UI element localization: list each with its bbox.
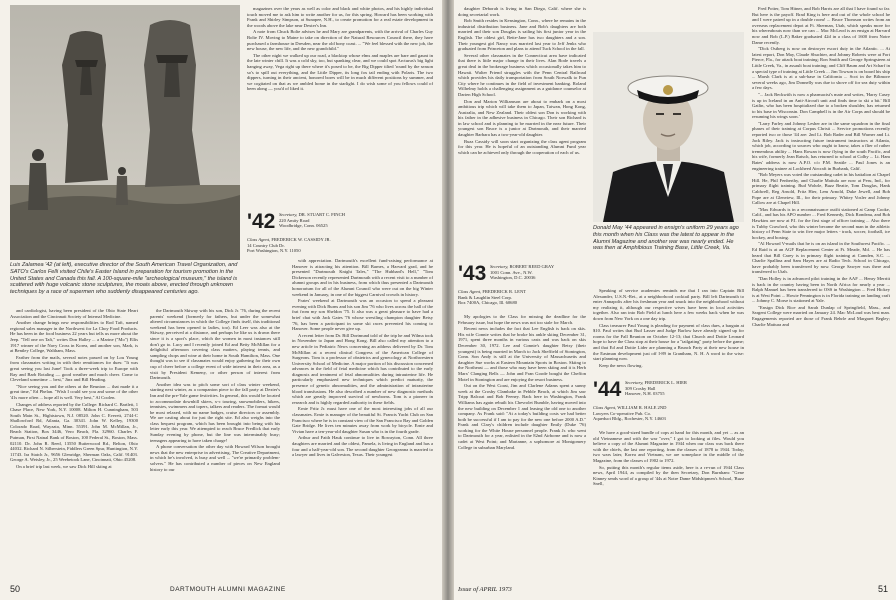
page-number-left: 50 (10, 584, 21, 594)
paragraph: My apologies to the Class for missing the deadline for the February issue, but hope the news was not too stale for March. (458, 314, 586, 325)
paragraph: Bob Smith resides in Kensington, Conn., where he remains in the industrial distribution business. Jane and Bob's daughters are both married and their son Douglas is sailing his first junior year in the English. The oldest girl, Bette-Jane has two daughters and a son. Their youngest girl Nancy was married last year to Jeff Jenks who graduated from Princeton and plans to attend Tuck School in the fall. (458, 18, 586, 52)
paragraph: "Ensign Dick Rice and Sarah Dunlap of Springfield, Mass., and Sargent College were married on January 24. Mac McLoud was best man. Engagements reported are those of Frank Behrle and Margaret Begley; Charlie Mattura and (752, 304, 890, 327)
paragraph: A phone conversation the other day with Howard Wilson brought news that the new enterprise in advertising, The Creative Department, in which he's involved, is busy and well ... "we're primarily problem-solvers." He has contributed a number of pieces on New England history to our (150, 444, 280, 472)
paragraph: "Bob Meyers was voted the outstanding cadet in his battalion at Chapel Hill. He, Phil Fenberthy, and Charlie Mattula are now at Peru, Ind., for primary flight training. Bud Wohrle, Buzz Beatie, Tom Douglas, Hank Caldwell, Reg Arnold, Fritz Hier, Lem Arnold, Duke Jewell, and Bob Pope are at Glenview, Ill., for their primary. Whitey Vosler and Johnny Callow are at Chapel Hill. (752, 172, 890, 206)
navy-caption: Donald May '44 appeared in ensign's uniform 29 years ago this month when his Class was the latest to appear in the Alumni Magazine and another war was nearly ended. He was then at Amphibious Training Base, Little Creek, Va. (593, 225, 739, 252)
paragraph: Arthur and Faith Hauk continue to live in Rowayton, Conn. All three daughters are married and the oldest, Pamela, is living in England and has a four and a half-year-old son. The second daughter Georgeanna is married to a lawyer and lives in Galveston, Texas. Their youngest (292, 435, 433, 458)
class-year: '44 (593, 378, 622, 401)
agent-name: FREDERICK R. LENT (482, 289, 527, 294)
paragraph: Out on the West Coast, Jim and Clarlene Adams spent a sunny week at the Crosby Clambake in Pebble Beach, at which Jim saw Tripp Balcoat and Bob Feeney. Back here in Washington, Frank Williams has again rebuilt his Chevrolet Bumble, having moved into the new building on December 1 and leasing the old one to another company. As Frank said: "At a today's building costs we had better both be successful if I am to pay for the new one before 2000 A.D." Frank and Clary's children include daughter Emily (Duke '76) working for the White House personnel people. Frank Jr. who went to Dartmouth for a year, enlisted in the 82nd Airborne and is now a cadet at West Point; and Marianne, a sophomore at Montgomery College in suburban Maryland. (458, 383, 586, 450)
paragraph: "Al Howard V-mails that he is on an island in the Southwest Pacific. ... Ed Raid is at an AGF Replacement Center at Ft. Meade, Md. ... He has heard that Bill Carey is in primary flight training at Camden, S.C. ... Charlie Spallina and Sam Hayes are at Radio Tech. School in Chicago, have probably been transferred by now. George Sawyer was there and transferred to Utah. (752, 241, 890, 275)
class-year: '42 (247, 210, 276, 233)
paragraph: "Max Edwards is in a reconnaissance outfit stationed at Camp Cooke, Calif., and has his APO number ... Fred Kennedy, Dick Rondeau, and Bob Hawkins are now at P.I. for the first stage of officer training ... Also there is Tubby Crawford, who this winter became the second man in the athletic history of Penn State to win five major letters - track, soccer, football, ice hockey, and boxing. (752, 206, 890, 240)
class-year: '43 (458, 262, 487, 285)
column-p51-c3 (752, 6, 890, 580)
paragraph: A recent letter from Dr. Bill Dortmund told of the trip he and Wilma took in November to Japan and Hong Kong. Bill also called my attention to a new article in Pediatric News concerning an address delivered by Dr. Tom McMillan at a recent clinical Congress of the American College of Surgeons. Tom is a professor of obstetrics and gynecology at Northwestern University School of Medicine. A major portion of his discussion concerned advances in the field of fetal medicine which has contributed to the early diagnosis and treatment of fetal abnormalities during intrauterine life. He particularly emphasized new techniques which predict maturity, the presence of genetic abnormalities, and the administration of intrauterine blood transfusions. He also described a number of new diagnostic methods which are greatly improved survival of newborns. Tom is a pioneer in research and is highly regarded authority in these fields. (292, 332, 433, 405)
paragraph: Class treasurer Paul Young is pleading for payment of class dues, a bargain at $10. Paul writes that Bud Lasser and Judge Barlow have already signed up for rooms for the Fall Reunion on October 12-13; that Church and Dottie Leonard hope to have the Class stop at their house for a "tailgating" party before the game; and that Ed and Dottie Lider are planning a Brunch Party at their new house in the Eastman development just off I-89 in Grantham, N. H. A word to the wise: start planning now. (593, 322, 744, 362)
column-p50-c3 (292, 258, 433, 580)
class-agent-block: Class Agent, FREDERICK R. LENT Bank & Laughlin Steel Corp. Box 7400A, Chicago, Ill. 60680 (458, 289, 527, 306)
paragraph: Buzz Cassidy will soon start organizing the class agent program for this year. He is hopeful of an outstanding Alumni Fund year which can be achieved only through the cooperation of each of us. (458, 138, 586, 155)
class-secretary-block: Secretary, DR. STUART C. FINCH 220 Amity Road Woodbridge, Conn. 06525 (279, 212, 345, 229)
paragraph: daughter Deborah is living in San Diego, Calif. where she is doing secretarial work. (458, 6, 586, 17)
paragraph: with appreciation. Dartmouth's excellent fund-raising performance at Hanover is attracting his attention. Bill Barnes, a Harvard grad, and he presented "Dartmouth Knight Tales," "The Hubbard's Hell," "Tom Dickerson recently represented Dartmouth with a recent visit to a number of alumni groups and in his business, from which thus presented a Dartmouth honorarium for all of the Alumni Council who were out on the big Winter weekend in January, in one of the biggest Carnival crowds in history. (292, 258, 433, 297)
navy-portrait-photo (593, 32, 744, 222)
page-left (0, 0, 442, 600)
paragraph: magazines over the years as well as color and black and white photos, and his highly individual touch moved me to ask him to write another for us, for this spring. Howard has been working with Frank and Shirley Simpson, at Sunapee, N.H., to create promotion for a real estate development in the woods above the lake near Dexter's Inn. (247, 6, 433, 28)
paragraph: "... Jack Beckwith is now a pharmacist's mate and writes, 'Harry Casey is up in Iceland in an Anti-Aircraft unit and finds time to ski a bit.' Bill Gatlin, who has been hospitalized due to a broken shoulder, has returned to his base in Wisconsin. Don Campbell is in the Air Corps and should be resuming his wings soon.' (752, 91, 890, 120)
moai-statues-image (10, 5, 240, 260)
paragraph: A note from Chuck Bolte advises he and Mary are grandparents, with the arrival of Charles Guy Bolte IV. Moving to Maine to take on direction of the Natural Resources Council there, they have purchased a farmhouse in Dresden, near the old bony coast. ... "We feel blessed with the new job, the new house, the new life, and the new grandchild." (247, 29, 433, 52)
paragraph: Recent news includes the fact that Lee English is back on skis. His wife Connie writes that he broke his ankle skiing December 31, 1971, spent three months in various casts and was back on skis December 30, 1972. Lee and Connie's daughter Betsy (their youngest) is being married in March to Jack Sheffield of Stonington, Conn. Son Andy is still at the University of Massachusetts and daughter Sue works at Eastern Mountain Sports in Boston. Skiing to the Northeast — and those who may have been skiing and it is Herb Marx' Clanging Bells — John and Fran Goode bought the Cheffon Motel in Stonington and are enjoying the resort business. (458, 326, 586, 382)
secretary-name: DR. STUART C. FINCH (298, 212, 345, 217)
paragraph: "Nice seeing you and the others at the Reunion ... that made it a great time," Ed Phelan. "Wish I could see you and some of the other '41s more often ... hope all is well. Very best," Al Coolen. (10, 383, 138, 400)
secretary-name: FREDERICK L. HIER (644, 380, 687, 385)
class-43-header (458, 262, 586, 310)
paragraph: Ernie Fritz Jr. must have one of the most interesting jobs of all our classmates. Ernie is manager of the beautiful St. Francis Yacht Club on San Francisco where he is in constant view of the San Francisco Bay and Golden Gate Bridge. He lives ten minutes away from work by bicycle. Ernie and Vivian have a ten-year-old daughter Susan who is in the fourth grade. (292, 406, 433, 434)
column-p50-c2-bottom (150, 308, 280, 580)
paragraph: Farther from the mails, several notes passed on by Lou Young from classmates writing in with their remittances for dues: "It was great seeing you last June! Took a three-week trip to Europe with Ray and Barb Rotaling — good weather and much cheer. Come to Cleveland sometime ... best," Jinx and Bill Heading. (10, 354, 138, 383)
issue-date: Issue of APRIL 1973 (458, 586, 512, 593)
column-p51-c2 (593, 288, 744, 374)
column-p51-c1-top (458, 6, 586, 258)
ensign-portrait-image (593, 32, 744, 222)
binding-gutter (442, 0, 454, 600)
paragraph: Keep the news flowing. (599, 362, 643, 368)
paragraph: On a brief trip last week, we saw Dick Hill skiing at (16, 464, 112, 470)
agent-name: FREDERICK W. CASSIDY JR. (271, 237, 331, 242)
paragraph: "Dick Ostberg is now on destroyer escort duty in the Atlantic. ... At latest report, Don May, Claude Shuchter, and Johnny Roberts were at Fort Pierce, Fla., for attack boat training; Ron Smith and George Springsteen at Little Creek, Va., in assault boat training; and Cliff Baum and Art Scharf in a special type of training at Little Creek ... Jim Towson is on board his ship ... Marsh Clark is at a sub-base in California ... Scot in the Biltmore several weeks ago, Jim Donnelly was due to shove off for sea duty within a few days. (752, 46, 890, 91)
class-secretary-block: Secretary, ROBERT REED GRAY 1001 Conn. Ave., N.W. Washington, D.C. 20036 (490, 264, 555, 281)
paragraph: We have a good-sized bundle of cops at hand for this month, and yet ... as an old Vietnamese and with the war "over," I got to looking at files. Would you believe a copy of the Alumni Magazine in 1944 when our class was back there with the chiefs, the last one reporting, from the classes of 1878 to 1944. Today, two wars later, Korea and Vietnam, we are someplace in the middle of the Magazine, from the classes of 1902 to 1972. (593, 430, 744, 463)
column-p50-c1 (10, 308, 138, 580)
class-44-header (593, 378, 744, 426)
paragraph: Fred Potter, Tom Hitner, and Bob Harris are all that I have found so far. But here is the payoff. Brad King is here and out of the whole school he and I were paired up in a double room! ... Bruce Thomson writes from an overseas replacement depot at Ft. Sherman, Utah, which speaks more for his whereabouts now than we can ... Mac McLeod is an ensign at Harvard now and Bob (L.P.) Baker graduated 42d in a class of 1600 from Notre Dame recently. (752, 6, 890, 45)
paragraph: "Dan Holley is in advanced pilot training in the AAF ... Henry Merritt is back in the country having been in North Africa for nearly a year ... Ralph Manuel has been transferred to OSS in Washington ... Fred Hickey is at West Point ... Howie Pennington is in Florida training on landing craft ... Johnny C. Morse is stationed at Yale. (752, 275, 890, 304)
paragraph: and cardiologist, having been president of the Ohio State Heart Association and the Cincinnati Society of Internal Medicine. (10, 308, 138, 319)
secretary-name: ROBERT REED GRAY (509, 264, 555, 269)
paragraph: "Larry Farley and Johnny Lesher are in the same squadron in the final phases of their training at Corpus Christi ... Service promotions recently reported two or those '44 are: 2nd Lt. Bob Rader and Bill Warner and Lt. Jack Riley. Jack is instructing future instrument instructors at Atlanta, which job, according to sources who ought to know, takes a flier of rather tremendous ability ... Hans Rowan is now flying in the south Pacific, and his wife, formerly Jean Ratsch, has returned to school at Colby ... Lt. Ham Bates' address is now A.P.O. c/o P.M. Seattle ... Paul Jones is an engineering trainee at Lockheed Aircraft in Burbank, Calif. (752, 120, 890, 171)
page-right (454, 0, 896, 600)
column-p51-c1-bottom (458, 314, 586, 580)
paragraph: Another idea was to pitch some sort of class winter weekend, starting next winter, as a companion piece to the fall party at Dexter's Inn and the pre-Yale game festivities. In general, this would be located to accommodate downhill skiers, x-c touring, snowmobilers, hikers, tennistes, swimmers and topers, talkers and readers. The format would be most relaxed, with no name badges, cruise directors or assembly. We are casting about for just the right site. Ed also weighs into the class bequest program, which has been brought into being with his letter early this year. We attempted to reach Bruce Fredlick that early Sunday evening by phone, but the line was interminably busy; teenagers appearing to have taken charge! (150, 381, 280, 443)
paragraph: Speaking of service academies reminds me that I ran into Captain Bill Alexander, U.S.N.-Ret., at a neighborhood cocktail party. Bill left Dartmouth to enter Annapolis after his freshman year and snuck into the neighborhood without my realizing it, although our respective wives have been in local activities together. Also ran into Bob Field at lunch here a few weeks back when he was down from New York on a one day trip. (593, 288, 744, 321)
paragraph: Don and Marion Williamson are about to embark on a most ambitious trip which will take them to Japan, Taiwan, Hong Kong, Australia, and New Zealand. Their oldest son Don is working with his father in the adhesive business in Chicago. Their son Richard is in law school and is planning to be married in the near future. Their youngest son Bruce is a junior at Dartmouth, and their married daughter Barbara has a two-year-old daughter. (458, 98, 586, 138)
paragraph: Frates' weekend at Dartmouth was an occasion to spend a pleasant evening with Dick Burns and his son Jim '76 who lives across the hall of the frat from my son Sheldon '75. It also was a great pleasure to have had a brief chat with Jack Gates '76 whose wrestling champion daughter Betsy '76, has been a participant in some ski races prevented his coming to Hanover. Some people never give up. (292, 298, 433, 332)
paragraph: Another change brings new responsibilities to Rod Taft, named regional sales manager in the Northwest for La Choy Food Products. He has been in the food business 22 years but tells us more about the Jeep. "Tell one on Taft," writes Don Halley ... a Marine ("Mo") Ellis 1917 winner of the Navy Cross in Korea, and another son, Mark, is at Bentley College, Waltham, Mass. (10, 320, 138, 354)
column-p51-c2-bottom (593, 430, 744, 580)
paragraph: Several other classmates in the Connecticut area have indicated that there is little major change in their lives. Alan Bode travels a great deal in the brokerage business which occasionally takes him to Hawaii. Walter Friend struggles with the Penn Central Railroad which provides his daily transportation from South Norwalk to Fun City where he continues in the field of investment banking. Roland Wilhelmy holds a challenging assignment as a guidance counselor at Darien High School. (458, 52, 586, 97)
class-secretary-block: Secretary, FREDERICK L. HIER 309 Crosby Hall Hanover, N.H. 03755 (625, 380, 687, 397)
class-agent-block: Class Agent, FREDERICK W. CASSIDY JR. 14 Country Club Dr. Port Washington, N.Y. 11050 (247, 237, 331, 254)
column-p50-c2-top (247, 6, 433, 194)
page-number-right: 51 (877, 584, 888, 594)
paragraph: So, putting this month's regular items aside, here is a re-run of 1944 Class news, April 1944, as compiled by the then Secretary, Don Burnham: "Gene Kinney sends word of a group of '44s at Notre Dame Midshipmen's School, 'Buzz Snell, (593, 464, 744, 487)
paragraph: the Dartmouth Skiway with his son, Dick Jr. '76, during the recent parents' weekend (formerly for fathers, but under the somewhat altered circumstances in which the College finds itself, this traditional weekend has been opened to ladies, too). Ed Leer was also at the Skiway, perceived at a distance, and perhaps he like us is drawn there since it is a sport's place, which the women in most instances still don't go to. Lucy and I recently joined Ed and Betty McMillan for a delightful afternoon covering class matters, playing tennis, and sampling chops and wine at their home in South Hamilton, Mass. One thought was to see if classmates would enjoy gathering for their own cup of cheer before a college event of wide interest in their area, as a visit by President Kemeny, or other person of interest from Dartmouth. (150, 308, 280, 381)
easter-island-caption: Luis Zalamea '42 (at left), executive director of the South American Travel Organization, and SATO's Carlos Felli visited Chile's Easter Island in preparation for tourism promotion in the United States and Canada this fall. A 100-square-mile "archeological museum," the island is scattered with huge volcanic stone sculptures, the moais above, erected through unknown techniques by a race of supermen who suddenly disappeared centuries ago. (10, 262, 238, 296)
magazine-title: DARTMOUTH ALUMNI MAGAZINE (170, 586, 286, 593)
paragraph: Changes of address reported by the College: Richard C. Bartlett, 1 Chase Place, New York, N.Y. 10008. Milton H. Cunningham, 503 South Main St., Hightstown, N.J. 08520. John C. Everett, 2744-C Shallowford Rd, Atlanta, Ga. 30341. John W. Kelley, 19300 Colorado Road, Wayzata, Minn. 55391. John M. McMillan, Jr., Beach Station, Box 3446, Vero Beach, Fla. 32960. Charles F. Putman, First Natnal Bank of Boston, 100 Federal St., Boston, Mass. 02110. Dr. John R. Reed, 13550 Butterwood Rd., Belton, Ohio 44032. Richard N. Silberstein, Fiddlers Green Spur, Huntington, N.Y. 11743. Ira Statch Jr., 9656 Glenridge, Sherman Oaks, Calif. 91403. George A. Weisley, Jr., 25 Weebetook Lane, Cincinnati, Ohio 45208. (10, 401, 138, 463)
class-42-header (247, 210, 433, 254)
agent-name: WILLIAM R. HALE 2ND (617, 405, 667, 410)
paragraph: The other night we walked up our road, a blacktop whose elms and maples are bare and gaunt in the late winter chill. It was a cold sky, too, but spanking clear, and we could spot Arcturus's big light hanging away, Vega right up there where it's posed to be, the Big Dipper tilted 'round by the season so's to spill out everything, and the Little Dipper, its long fox tail ending with Polaris. The two dippers, turning in their ancient, honored bores will be in much different positions by summer, and we cogitated on that as we ambled home in the starlight. I do wish some of you fellows could of been along — you'd of liked it. (247, 52, 433, 92)
easter-island-photo (10, 5, 240, 260)
class-agent-block: Class Agent, WILLIAM R. HALE 2ND Lawyers Co-operative Pub. Co. Aqueduct Bldg., Rochester, N.Y. 14603 (593, 405, 667, 422)
